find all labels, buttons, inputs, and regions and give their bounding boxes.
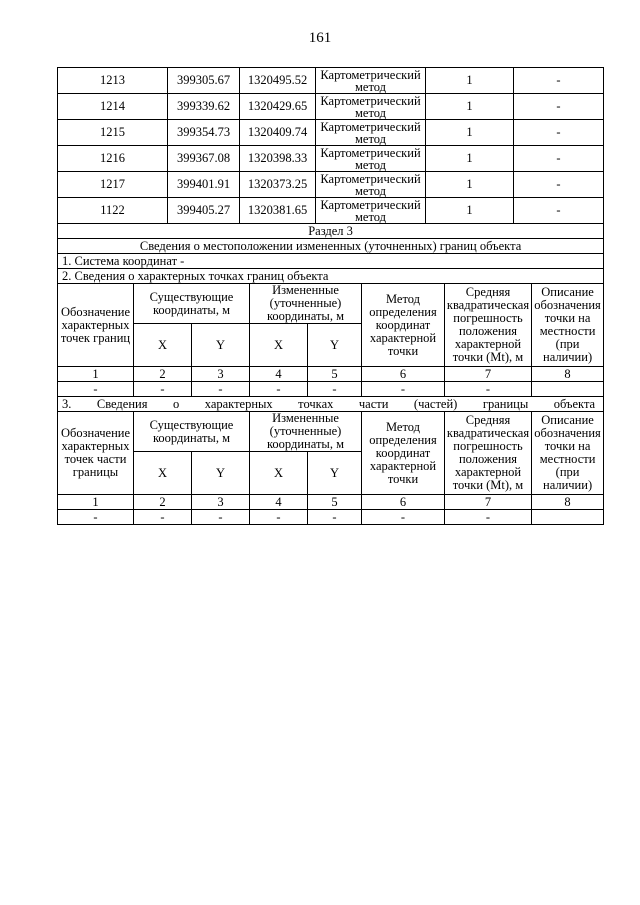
description: - (514, 94, 604, 120)
empty-cell: - (192, 510, 250, 525)
coordinates-table (57, 67, 604, 224)
point-id: 1122 (58, 198, 168, 224)
empty-cell: - (308, 510, 362, 525)
section-title: Раздел 3 (58, 224, 604, 239)
changed-coords-header (250, 412, 362, 452)
header-line: точек части (64, 452, 127, 466)
table-row (58, 198, 604, 224)
point-id: 1217 (58, 172, 168, 198)
description-header (532, 284, 604, 367)
method-line: Картометрический (320, 119, 421, 134)
description: - (514, 146, 604, 172)
accuracy: 1 (426, 198, 514, 224)
accuracy: 1 (426, 120, 514, 146)
accuracy: 1 (426, 172, 514, 198)
header-line: (уточненные) (269, 296, 342, 310)
empty-cell: - (308, 382, 362, 397)
header-line: обозначения (534, 426, 601, 440)
header-line: точки (Mt), м (452, 350, 524, 364)
header-line: координаты, м (266, 309, 344, 323)
column-number: 6 (362, 495, 445, 510)
header-line: точек границ (60, 330, 131, 345)
header-line: Метод (385, 419, 421, 434)
method-line: метод (354, 105, 386, 120)
method-line: метод (354, 157, 386, 172)
column-number: 1 (58, 367, 134, 382)
empty-cell (532, 510, 604, 525)
header-line: характерной (369, 330, 437, 345)
method-line: Картометрический (320, 145, 421, 160)
method-cell (316, 120, 426, 146)
column-number: 6 (362, 367, 445, 382)
method-line: метод (354, 131, 386, 146)
description: - (514, 120, 604, 146)
coord-y: 1320398.33 (240, 146, 316, 172)
header-line: квадратическая (446, 298, 530, 312)
header-line: Описание (541, 285, 594, 299)
section-subtitle: Сведения о местоположении измененных (уточненных) границ объекта (58, 239, 604, 254)
method-cell (316, 94, 426, 120)
header-line: точки на (544, 439, 591, 453)
method-cell (316, 172, 426, 198)
column-numbers-row (58, 495, 604, 510)
coord-x: 399339.62 (168, 94, 240, 120)
header-line: определения (369, 304, 437, 319)
column-numbers-row (58, 367, 604, 382)
header-line: местности (539, 452, 596, 466)
empty-cell: - (134, 382, 192, 397)
method-line: Картометрический (320, 171, 421, 186)
changed-coords-header (250, 284, 362, 324)
header-line: точки (Mt), м (452, 478, 524, 492)
axis-y-header: Y (192, 452, 250, 495)
point-id: 1213 (58, 68, 168, 94)
header-line: погрешность (453, 439, 523, 453)
header-line: Обозначение (60, 304, 131, 319)
header-row (58, 284, 604, 324)
header-line: координат (375, 445, 431, 460)
header-line: координаты, м (266, 437, 344, 451)
header-line: (уточненные) (269, 424, 342, 438)
accuracy: 1 (426, 146, 514, 172)
header-line: квадратическая (446, 426, 530, 440)
point-id: 1214 (58, 94, 168, 120)
header-line: положения (458, 452, 518, 466)
coord-y: 1320429.65 (240, 94, 316, 120)
header-line: точки (387, 471, 419, 486)
axis-x-header: X (250, 324, 308, 367)
point-id: 1216 (58, 146, 168, 172)
column-number: 1 (58, 495, 134, 510)
description: - (514, 68, 604, 94)
description-header (532, 412, 604, 495)
table-row (58, 172, 604, 198)
header-line: Существующие (149, 417, 234, 432)
axis-y-header: Y (308, 452, 362, 495)
method-cell (316, 146, 426, 172)
existing-coords-header (134, 412, 250, 452)
axis-y-header: Y (192, 324, 250, 367)
coord-x: 399367.08 (168, 146, 240, 172)
coord-x: 399305.67 (168, 68, 240, 94)
accuracy: 1 (426, 68, 514, 94)
header-line: координаты, м (152, 430, 230, 445)
column-number: 7 (445, 495, 532, 510)
empty-cell: - (250, 510, 308, 525)
accuracy-header (445, 284, 532, 367)
method-header (362, 412, 445, 495)
header-line: Описание (541, 413, 594, 427)
table-row (58, 146, 604, 172)
coordinate-system-line: 1. Система координат - (58, 254, 604, 269)
empty-cell: - (134, 510, 192, 525)
empty-cell: - (445, 382, 532, 397)
header-line: Обозначение (60, 426, 131, 440)
header-line: положения (458, 324, 518, 338)
column-number: 2 (134, 495, 192, 510)
empty-cell (532, 382, 604, 397)
header-line: характерной (454, 337, 522, 351)
method-header (362, 284, 445, 367)
header-line: обозначения (534, 298, 601, 312)
axis-x-header: X (134, 324, 192, 367)
header-line: определения (369, 432, 437, 447)
coord-y: 1320495.52 (240, 68, 316, 94)
method-cell (316, 68, 426, 94)
header-line: характерной (369, 458, 437, 473)
axis-x-header: X (250, 452, 308, 495)
header-line: Средняя (465, 285, 511, 299)
header-line: Метод (385, 291, 421, 306)
point-id: 1215 (58, 120, 168, 146)
column-number: 5 (308, 495, 362, 510)
section-3-table (57, 223, 604, 525)
header-line: характерных (61, 317, 130, 332)
column-number: 4 (250, 495, 308, 510)
coord-y: 1320381.65 (240, 198, 316, 224)
table-row (58, 94, 604, 120)
accuracy-header (445, 412, 532, 495)
coord-y: 1320373.25 (240, 172, 316, 198)
table-row (58, 510, 604, 525)
coord-x: 399354.73 (168, 120, 240, 146)
accuracy: 1 (426, 94, 514, 120)
empty-cell: - (362, 510, 445, 525)
header-line: координат (375, 317, 431, 332)
column-number: 2 (134, 367, 192, 382)
method-line: Картометрический (320, 67, 421, 82)
method-line: Картометрический (320, 197, 421, 212)
header-line: характерных (61, 439, 130, 453)
points-heading: 2. Сведения о характерных точках границ объекта (58, 269, 604, 284)
column-number: 3 (192, 495, 250, 510)
header-line: Средняя (465, 413, 511, 427)
method-line: метод (354, 79, 386, 94)
header-line: (при (555, 337, 580, 351)
header-line: Измененные (272, 283, 339, 297)
description: - (514, 172, 604, 198)
header-line: (при (555, 465, 580, 479)
header-line: характерной (454, 465, 522, 479)
table-row (58, 120, 604, 146)
coord-y: 1320409.74 (240, 120, 316, 146)
column-number: 8 (532, 495, 604, 510)
header-line: точки (387, 343, 419, 358)
header-line: координаты, м (152, 302, 230, 317)
method-line: метод (354, 183, 386, 198)
header-line: наличии) (543, 478, 593, 492)
empty-cell: - (58, 382, 134, 397)
empty-cell: - (445, 510, 532, 525)
description: - (514, 198, 604, 224)
designation-header (58, 284, 134, 367)
coord-x: 399401.91 (168, 172, 240, 198)
empty-cell: - (58, 510, 134, 525)
column-number: 4 (250, 367, 308, 382)
empty-cell: - (362, 382, 445, 397)
header-row (58, 412, 604, 452)
column-number: 8 (532, 367, 604, 382)
table-row (58, 382, 604, 397)
coord-x: 399405.27 (168, 198, 240, 224)
header-line: точки на (544, 311, 591, 325)
existing-coords-header (134, 284, 250, 324)
method-line: Картометрический (320, 93, 421, 108)
axis-y-header: Y (308, 324, 362, 367)
header-line: Измененные (272, 411, 339, 425)
header-line: погрешность (453, 311, 523, 325)
designation-header (58, 412, 134, 495)
column-number: 5 (308, 367, 362, 382)
column-number: 7 (445, 367, 532, 382)
header-line: Существующие (149, 289, 234, 304)
method-line: метод (354, 209, 386, 224)
header-line: местности (539, 324, 596, 338)
empty-cell: - (192, 382, 250, 397)
method-cell (316, 198, 426, 224)
axis-x-header: X (134, 452, 192, 495)
header-line: наличии) (543, 350, 593, 364)
header-line: границы (72, 465, 119, 479)
column-number: 3 (192, 367, 250, 382)
table-row (58, 68, 604, 94)
parts-heading: 3. Сведения о характерных точках части (частей) границы объекта (58, 397, 604, 412)
page-number: 161 (308, 30, 332, 46)
empty-cell: - (250, 382, 308, 397)
